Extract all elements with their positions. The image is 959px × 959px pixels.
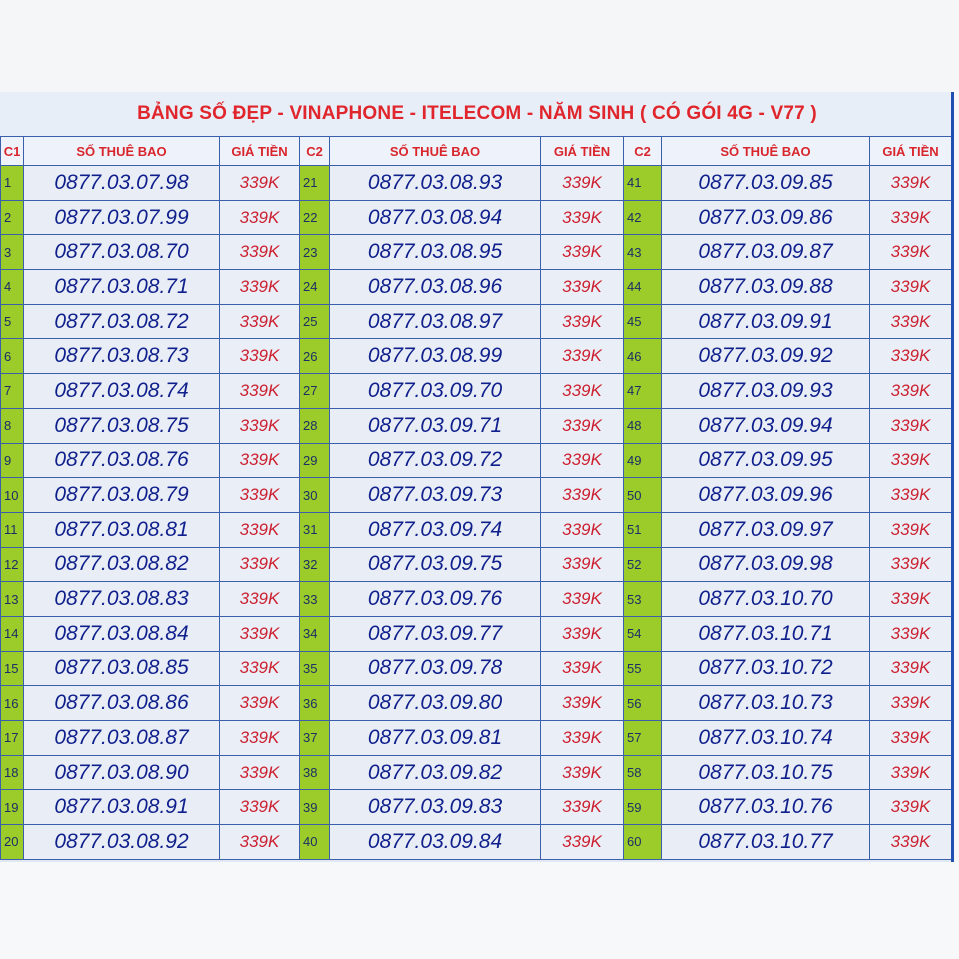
row-index: 40 (300, 825, 330, 860)
price-cell: 339K (220, 721, 300, 756)
price-cell: 339K (541, 547, 624, 582)
phone-number: 0877.03.08.96 (330, 270, 541, 305)
price-cell: 339K (541, 651, 624, 686)
row-index: 24 (300, 270, 330, 305)
row-index: 57 (624, 721, 662, 756)
price-cell: 339K (541, 443, 624, 478)
header-number: SỐ THUÊ BAO (330, 137, 541, 166)
price-cell: 339K (541, 235, 624, 270)
header-index: C2 (300, 137, 330, 166)
row-index: 12 (1, 547, 24, 582)
table-row (1, 235, 952, 270)
row-index: 21 (300, 166, 330, 201)
row-index: 34 (300, 616, 330, 651)
price-cell: 339K (870, 374, 952, 409)
table-row (1, 166, 952, 201)
row-index: 27 (300, 374, 330, 409)
phone-number: 0877.03.10.74 (662, 721, 870, 756)
phone-number: 0877.03.09.91 (662, 304, 870, 339)
row-index: 7 (1, 374, 24, 409)
phone-number: 0877.03.08.97 (330, 304, 541, 339)
row-index: 8 (1, 408, 24, 443)
phone-number: 0877.03.08.93 (330, 166, 541, 201)
phone-number: 0877.03.07.99 (24, 200, 220, 235)
price-cell: 339K (870, 166, 952, 201)
phone-number: 0877.03.08.85 (24, 651, 220, 686)
phone-number: 0877.03.07.98 (24, 166, 220, 201)
table-row (1, 582, 952, 617)
phone-number: 0877.03.09.70 (330, 374, 541, 409)
row-index: 38 (300, 755, 330, 790)
price-cell: 339K (220, 235, 300, 270)
row-index: 44 (624, 270, 662, 305)
price-cell: 339K (541, 478, 624, 513)
row-index: 51 (624, 512, 662, 547)
price-cell: 339K (870, 270, 952, 305)
row-index: 10 (1, 478, 24, 513)
price-cell: 339K (870, 825, 952, 860)
table-row (1, 443, 952, 478)
row-index: 53 (624, 582, 662, 617)
price-cell: 339K (870, 478, 952, 513)
price-cell: 339K (541, 755, 624, 790)
row-index: 23 (300, 235, 330, 270)
phone-number: 0877.03.08.75 (24, 408, 220, 443)
row-index: 6 (1, 339, 24, 374)
price-cell: 339K (870, 686, 952, 721)
phone-number: 0877.03.10.72 (662, 651, 870, 686)
phone-number: 0877.03.08.91 (24, 790, 220, 825)
price-cell: 339K (220, 825, 300, 860)
table-row (1, 304, 952, 339)
row-index: 13 (1, 582, 24, 617)
row-index: 26 (300, 339, 330, 374)
phone-number: 0877.03.08.90 (24, 755, 220, 790)
price-cell: 339K (870, 408, 952, 443)
row-index: 58 (624, 755, 662, 790)
price-cell: 339K (541, 721, 624, 756)
phone-number: 0877.03.09.82 (330, 755, 541, 790)
row-index: 49 (624, 443, 662, 478)
phone-number: 0877.03.10.71 (662, 616, 870, 651)
row-index: 3 (1, 235, 24, 270)
row-index: 5 (1, 304, 24, 339)
phone-number: 0877.03.10.77 (662, 825, 870, 860)
phone-number: 0877.03.08.71 (24, 270, 220, 305)
header-price: GIÁ TIỀN (220, 137, 300, 166)
price-cell: 339K (541, 408, 624, 443)
price-cell: 339K (870, 200, 952, 235)
price-cell: 339K (541, 582, 624, 617)
phone-number: 0877.03.09.97 (662, 512, 870, 547)
price-cell: 339K (870, 512, 952, 547)
price-cell: 339K (541, 200, 624, 235)
row-index: 35 (300, 651, 330, 686)
spreadsheet-screen (0, 92, 954, 862)
phone-number: 0877.03.09.74 (330, 512, 541, 547)
table-row (1, 651, 952, 686)
price-cell: 339K (870, 443, 952, 478)
row-index: 17 (1, 721, 24, 756)
row-index: 28 (300, 408, 330, 443)
phone-number: 0877.03.08.79 (24, 478, 220, 513)
header-number: SỐ THUÊ BAO (24, 137, 220, 166)
row-index: 45 (624, 304, 662, 339)
price-cell: 339K (220, 200, 300, 235)
sheet-title: BẢNG SỐ ĐẸP - VINAPHONE - ITELECOM - NĂM SINH ( CÓ GÓI 4G - V77 ) (0, 92, 954, 138)
phone-number: 0877.03.08.92 (24, 825, 220, 860)
table-row (1, 374, 952, 409)
phone-number: 0877.03.09.73 (330, 478, 541, 513)
price-cell: 339K (220, 686, 300, 721)
row-index: 39 (300, 790, 330, 825)
row-index: 59 (624, 790, 662, 825)
table-row (1, 408, 952, 443)
table-row (1, 825, 952, 860)
table-row (1, 200, 952, 235)
row-index: 47 (624, 374, 662, 409)
phone-number: 0877.03.09.75 (330, 547, 541, 582)
price-cell: 339K (220, 651, 300, 686)
price-cell: 339K (541, 616, 624, 651)
header-price: GIÁ TIỀN (870, 137, 952, 166)
table-row (1, 755, 952, 790)
phone-number: 0877.03.08.99 (330, 339, 541, 374)
row-index: 9 (1, 443, 24, 478)
header-row (1, 137, 952, 166)
price-cell: 339K (220, 478, 300, 513)
phone-number: 0877.03.09.94 (662, 408, 870, 443)
price-cell: 339K (870, 547, 952, 582)
row-index: 41 (624, 166, 662, 201)
phone-number: 0877.03.10.73 (662, 686, 870, 721)
table-body (1, 166, 952, 860)
row-index: 54 (624, 616, 662, 651)
photo-background-top (0, 0, 959, 92)
price-cell: 339K (541, 825, 624, 860)
row-index: 33 (300, 582, 330, 617)
price-cell: 339K (541, 304, 624, 339)
row-index: 16 (1, 686, 24, 721)
price-cell: 339K (870, 755, 952, 790)
price-cell: 339K (220, 374, 300, 409)
phone-number: 0877.03.10.75 (662, 755, 870, 790)
price-cell: 339K (220, 304, 300, 339)
phone-number: 0877.03.10.70 (662, 582, 870, 617)
price-cell: 339K (220, 339, 300, 374)
price-cell: 339K (870, 616, 952, 651)
phone-number: 0877.03.08.82 (24, 547, 220, 582)
phone-number: 0877.03.08.87 (24, 721, 220, 756)
row-index: 14 (1, 616, 24, 651)
phone-number: 0877.03.09.86 (662, 200, 870, 235)
phone-number: 0877.03.08.84 (24, 616, 220, 651)
phone-number: 0877.03.09.78 (330, 651, 541, 686)
price-cell: 339K (220, 755, 300, 790)
table-row (1, 339, 952, 374)
phone-number: 0877.03.08.73 (24, 339, 220, 374)
price-cell: 339K (220, 616, 300, 651)
price-cell: 339K (870, 790, 952, 825)
price-cell: 339K (541, 374, 624, 409)
price-cell: 339K (870, 582, 952, 617)
row-index: 42 (624, 200, 662, 235)
row-index: 50 (624, 478, 662, 513)
phone-number: 0877.03.08.76 (24, 443, 220, 478)
phone-number: 0877.03.08.74 (24, 374, 220, 409)
price-cell: 339K (220, 790, 300, 825)
price-cell: 339K (541, 270, 624, 305)
phone-number: 0877.03.09.88 (662, 270, 870, 305)
row-index: 55 (624, 651, 662, 686)
header-index: C2 (624, 137, 662, 166)
row-index: 4 (1, 270, 24, 305)
phone-number: 0877.03.09.98 (662, 547, 870, 582)
phone-number: 0877.03.09.83 (330, 790, 541, 825)
phone-number: 0877.03.08.72 (24, 304, 220, 339)
row-index: 11 (1, 512, 24, 547)
table-row (1, 721, 952, 756)
row-index: 36 (300, 686, 330, 721)
phone-number: 0877.03.08.70 (24, 235, 220, 270)
phone-number: 0877.03.08.83 (24, 582, 220, 617)
row-index: 22 (300, 200, 330, 235)
price-cell: 339K (220, 270, 300, 305)
price-cell: 339K (220, 443, 300, 478)
price-cell: 339K (541, 512, 624, 547)
price-cell: 339K (541, 790, 624, 825)
header-price: GIÁ TIỀN (541, 137, 624, 166)
phone-number: 0877.03.09.72 (330, 443, 541, 478)
price-cell: 339K (870, 235, 952, 270)
header-index: C1 (1, 137, 24, 166)
row-index: 25 (300, 304, 330, 339)
phone-number: 0877.03.09.81 (330, 721, 541, 756)
phone-number: 0877.03.10.76 (662, 790, 870, 825)
phone-number: 0877.03.09.76 (330, 582, 541, 617)
phone-number: 0877.03.09.85 (662, 166, 870, 201)
table-row (1, 790, 952, 825)
table-row (1, 547, 952, 582)
row-index: 30 (300, 478, 330, 513)
row-index: 31 (300, 512, 330, 547)
row-index: 46 (624, 339, 662, 374)
table-row (1, 616, 952, 651)
number-table (0, 136, 952, 860)
phone-number: 0877.03.09.84 (330, 825, 541, 860)
price-cell: 339K (220, 408, 300, 443)
row-index: 20 (1, 825, 24, 860)
table-row (1, 512, 952, 547)
row-index: 37 (300, 721, 330, 756)
table-row (1, 270, 952, 305)
price-cell: 339K (220, 547, 300, 582)
phone-number: 0877.03.09.87 (662, 235, 870, 270)
price-cell: 339K (220, 166, 300, 201)
phone-number: 0877.03.08.86 (24, 686, 220, 721)
row-index: 1 (1, 166, 24, 201)
row-index: 48 (624, 408, 662, 443)
price-cell: 339K (541, 339, 624, 374)
price-cell: 339K (541, 686, 624, 721)
table-row (1, 478, 952, 513)
phone-number: 0877.03.09.71 (330, 408, 541, 443)
price-cell: 339K (870, 304, 952, 339)
phone-number: 0877.03.09.95 (662, 443, 870, 478)
phone-number: 0877.03.09.77 (330, 616, 541, 651)
phone-number: 0877.03.09.92 (662, 339, 870, 374)
price-cell: 339K (220, 512, 300, 547)
row-index: 56 (624, 686, 662, 721)
phone-number: 0877.03.08.95 (330, 235, 541, 270)
price-cell: 339K (541, 166, 624, 201)
phone-number: 0877.03.09.93 (662, 374, 870, 409)
row-index: 52 (624, 547, 662, 582)
phone-number: 0877.03.08.81 (24, 512, 220, 547)
row-index: 2 (1, 200, 24, 235)
row-index: 29 (300, 443, 330, 478)
row-index: 43 (624, 235, 662, 270)
phone-number: 0877.03.08.94 (330, 200, 541, 235)
table-row (1, 686, 952, 721)
photo-background-bottom (0, 862, 959, 959)
header-number: SỐ THUÊ BAO (662, 137, 870, 166)
row-index: 32 (300, 547, 330, 582)
row-index: 60 (624, 825, 662, 860)
row-index: 15 (1, 651, 24, 686)
row-index: 18 (1, 755, 24, 790)
row-index: 19 (1, 790, 24, 825)
phone-number: 0877.03.09.80 (330, 686, 541, 721)
price-cell: 339K (870, 721, 952, 756)
price-cell: 339K (870, 339, 952, 374)
price-cell: 339K (220, 582, 300, 617)
phone-number: 0877.03.09.96 (662, 478, 870, 513)
price-cell: 339K (870, 651, 952, 686)
